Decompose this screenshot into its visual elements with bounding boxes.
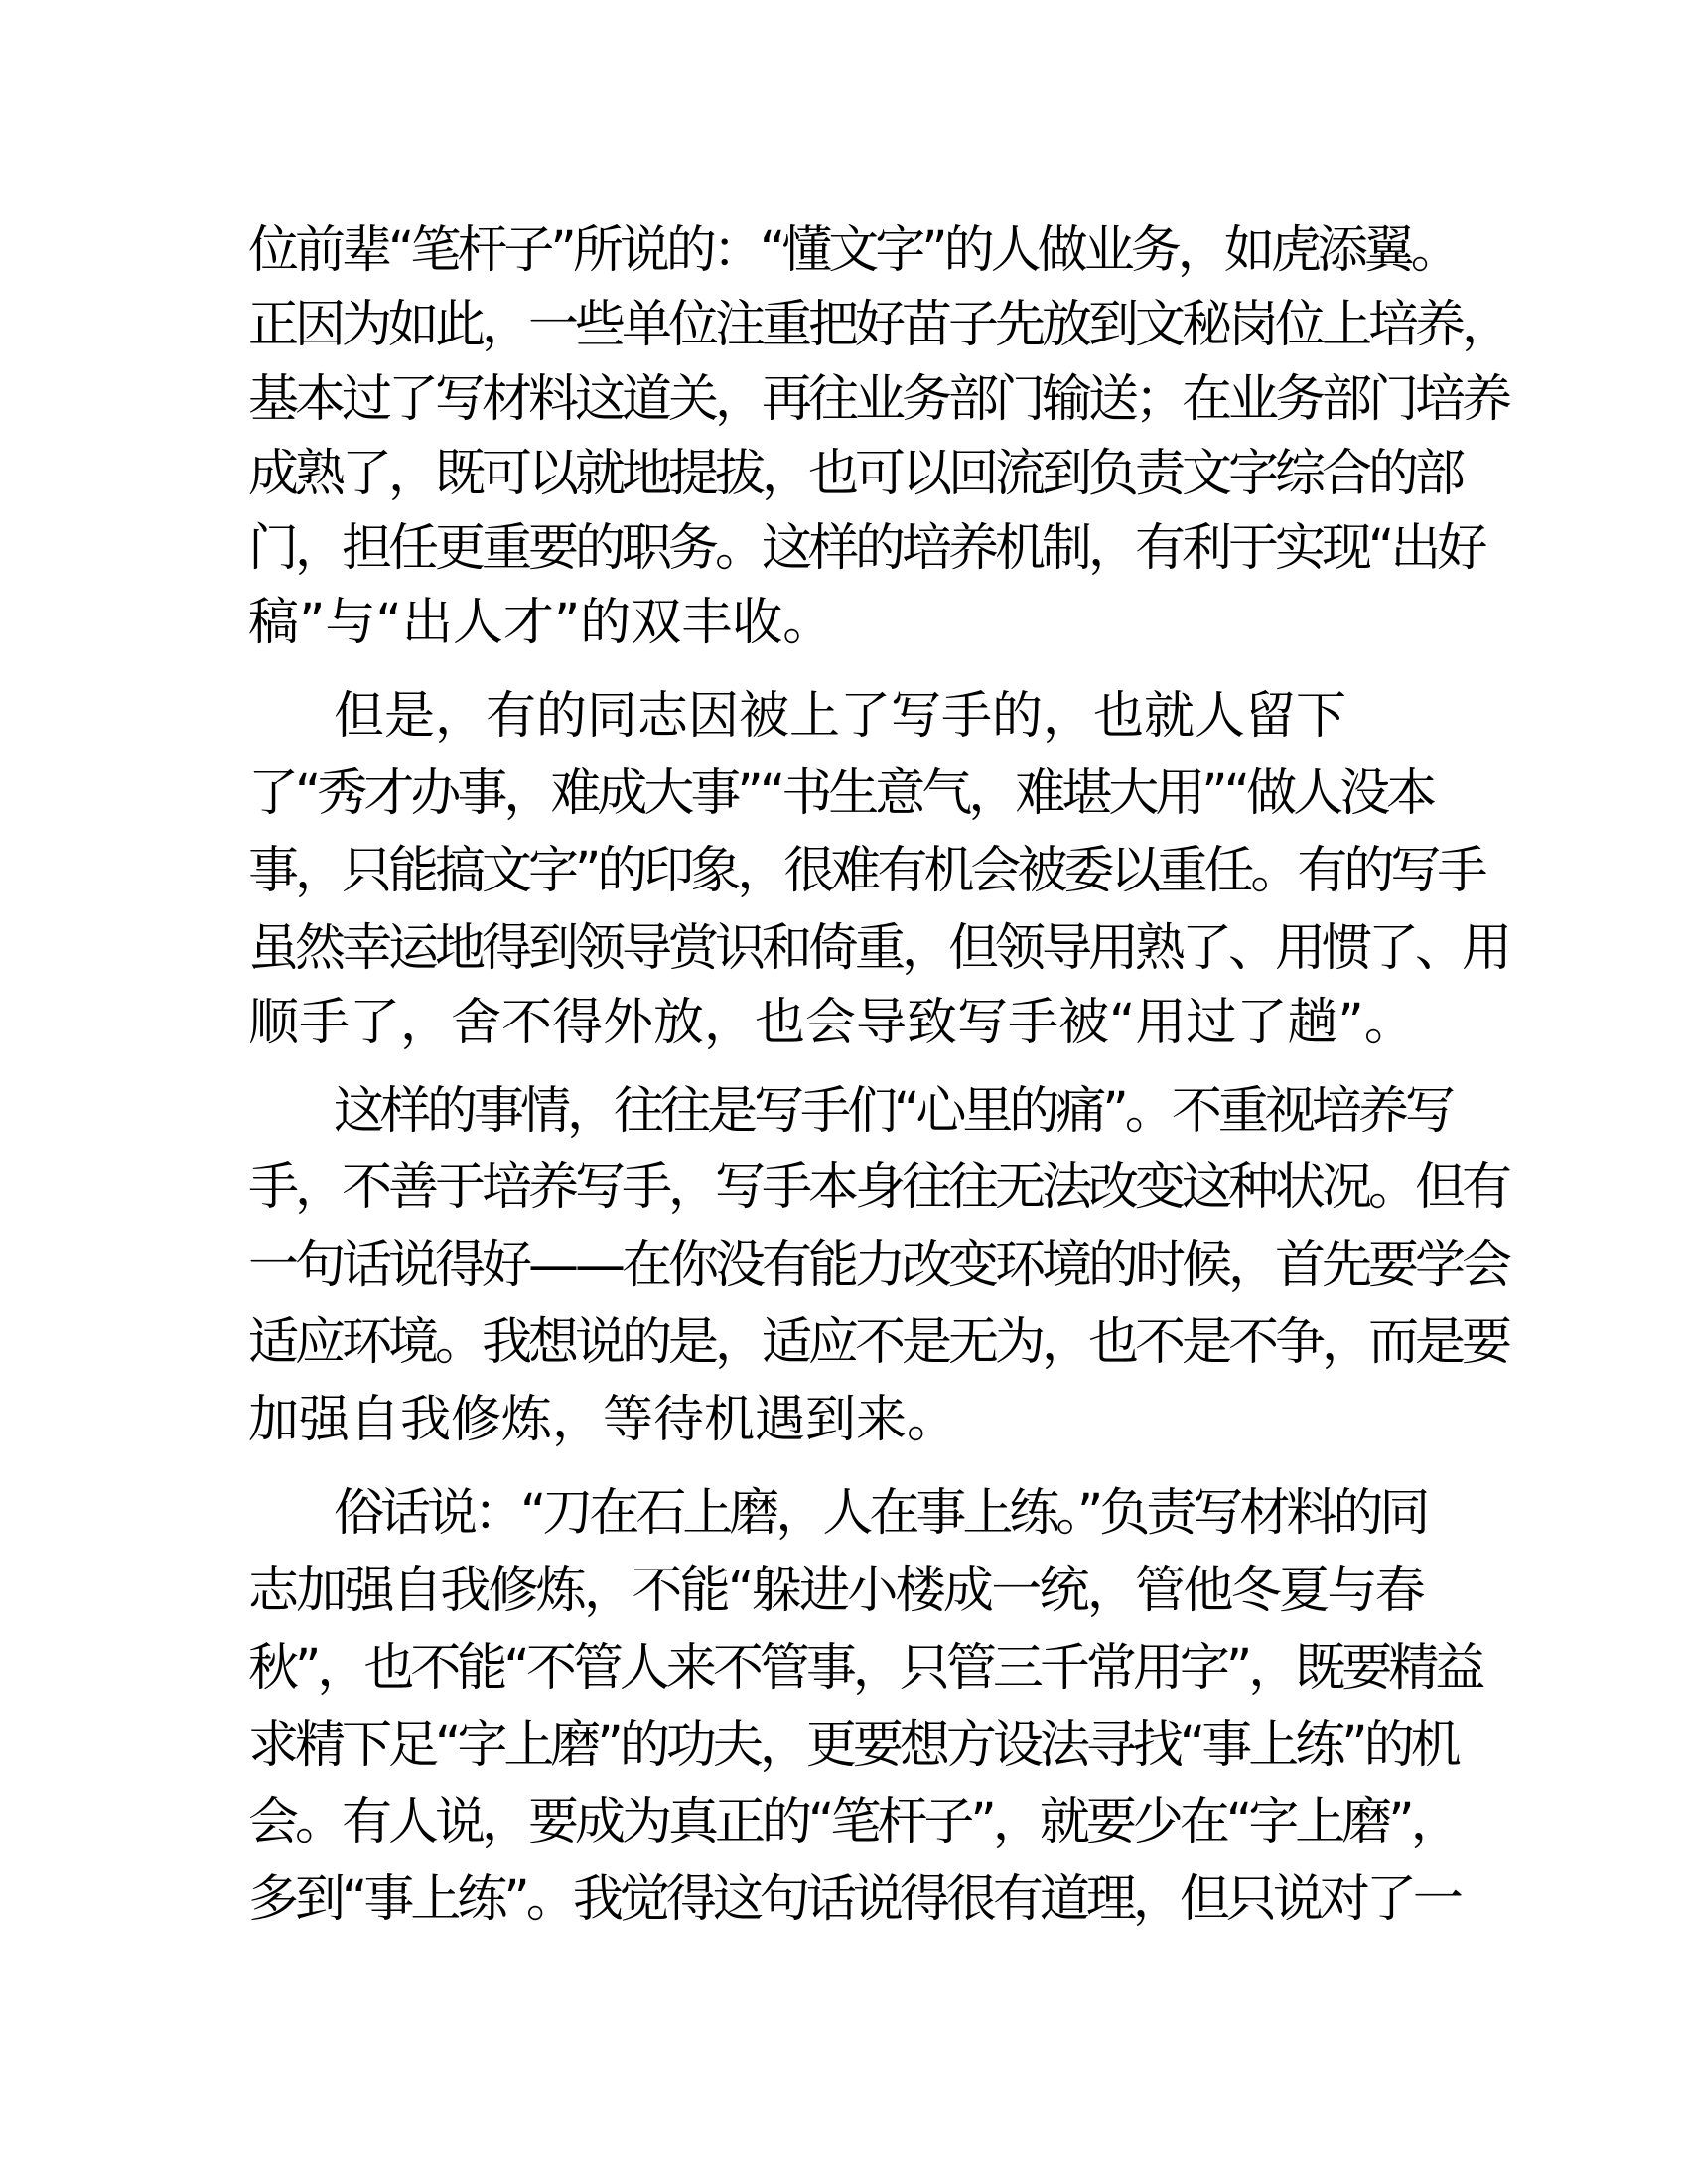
text-line: 基本过了写材料这道关，再往业务部门输送；在业务部门培养: [248, 370, 1509, 429]
text-line: 虽然幸运地得到领导赏识和倚重，但领导用熟了、用惯了、用: [248, 919, 1509, 978]
text-line: 门，担任更重要的职务。这样的培养机制，有利于实现“出好: [248, 519, 1484, 578]
text-line: 稿”与“出人才”的双丰收。: [248, 594, 834, 652]
text-line: 手，不善于培养写手，写手本身往往无法改变这种状况。但有: [248, 1159, 1509, 1217]
text-line: 事，只能搞文字”的印象，很难有机会被委以重任。有的写手: [248, 842, 1484, 900]
text-line: 成熟了，既可以就地提拔，也可以回流到负责文字综合的部: [248, 445, 1463, 503]
text-line: 秋”，也不能“不管人来不管事，只管三千常用字”，既要精益: [248, 1639, 1482, 1698]
text-line: 了“秀才办事，难成大事”“书生意气，难堪大用”“做人没本: [248, 764, 1434, 823]
text-line: 这样的事情，往往是写手们“心里的痛”。不重视培养写: [334, 1082, 1452, 1141]
text-line: 正因为如此，一些单位注重把好苗子先放到文秘岗位上培养，: [248, 296, 1509, 354]
text-line: 志加强自我修炼，不能“躲进小楼成一统，管他冬夏与春: [248, 1562, 1423, 1620]
text-line: 顺手了，舍不得外放，也会导致写手被“用过了趟”。: [248, 994, 1415, 1052]
text-line: 俗话说：“刀在石上磨，人在事上练。”负责写材料的同: [334, 1484, 1427, 1543]
text-line: 位前辈“笔杆子”所说的：“懂文字”的人做业务，如虎添翼。: [248, 221, 1458, 280]
text-line: 加强自我修炼，等待机遇到来。: [248, 1391, 958, 1449]
text-line: 适应环境。我想说的是，适应不是无为，也不是不争，而是要: [248, 1313, 1509, 1372]
text-line: 求精下足“字上磨”的功夫，更要想方设法寻找“事上练”的机: [248, 1716, 1458, 1775]
text-line: 但是，有的同志因被上了写手的，也就人留下: [334, 687, 1347, 746]
text-line: 多到“事上练”。我觉得这句话说得很有道理，但只说对了一: [248, 1870, 1460, 1929]
text-line: 会。有人说，要成为真正的“笔杆子”，就要少在“字上磨”，: [248, 1793, 1458, 1851]
text-line: 一句话说得好——在你没有能力改变环境的时候，首先要学会: [248, 1236, 1509, 1295]
